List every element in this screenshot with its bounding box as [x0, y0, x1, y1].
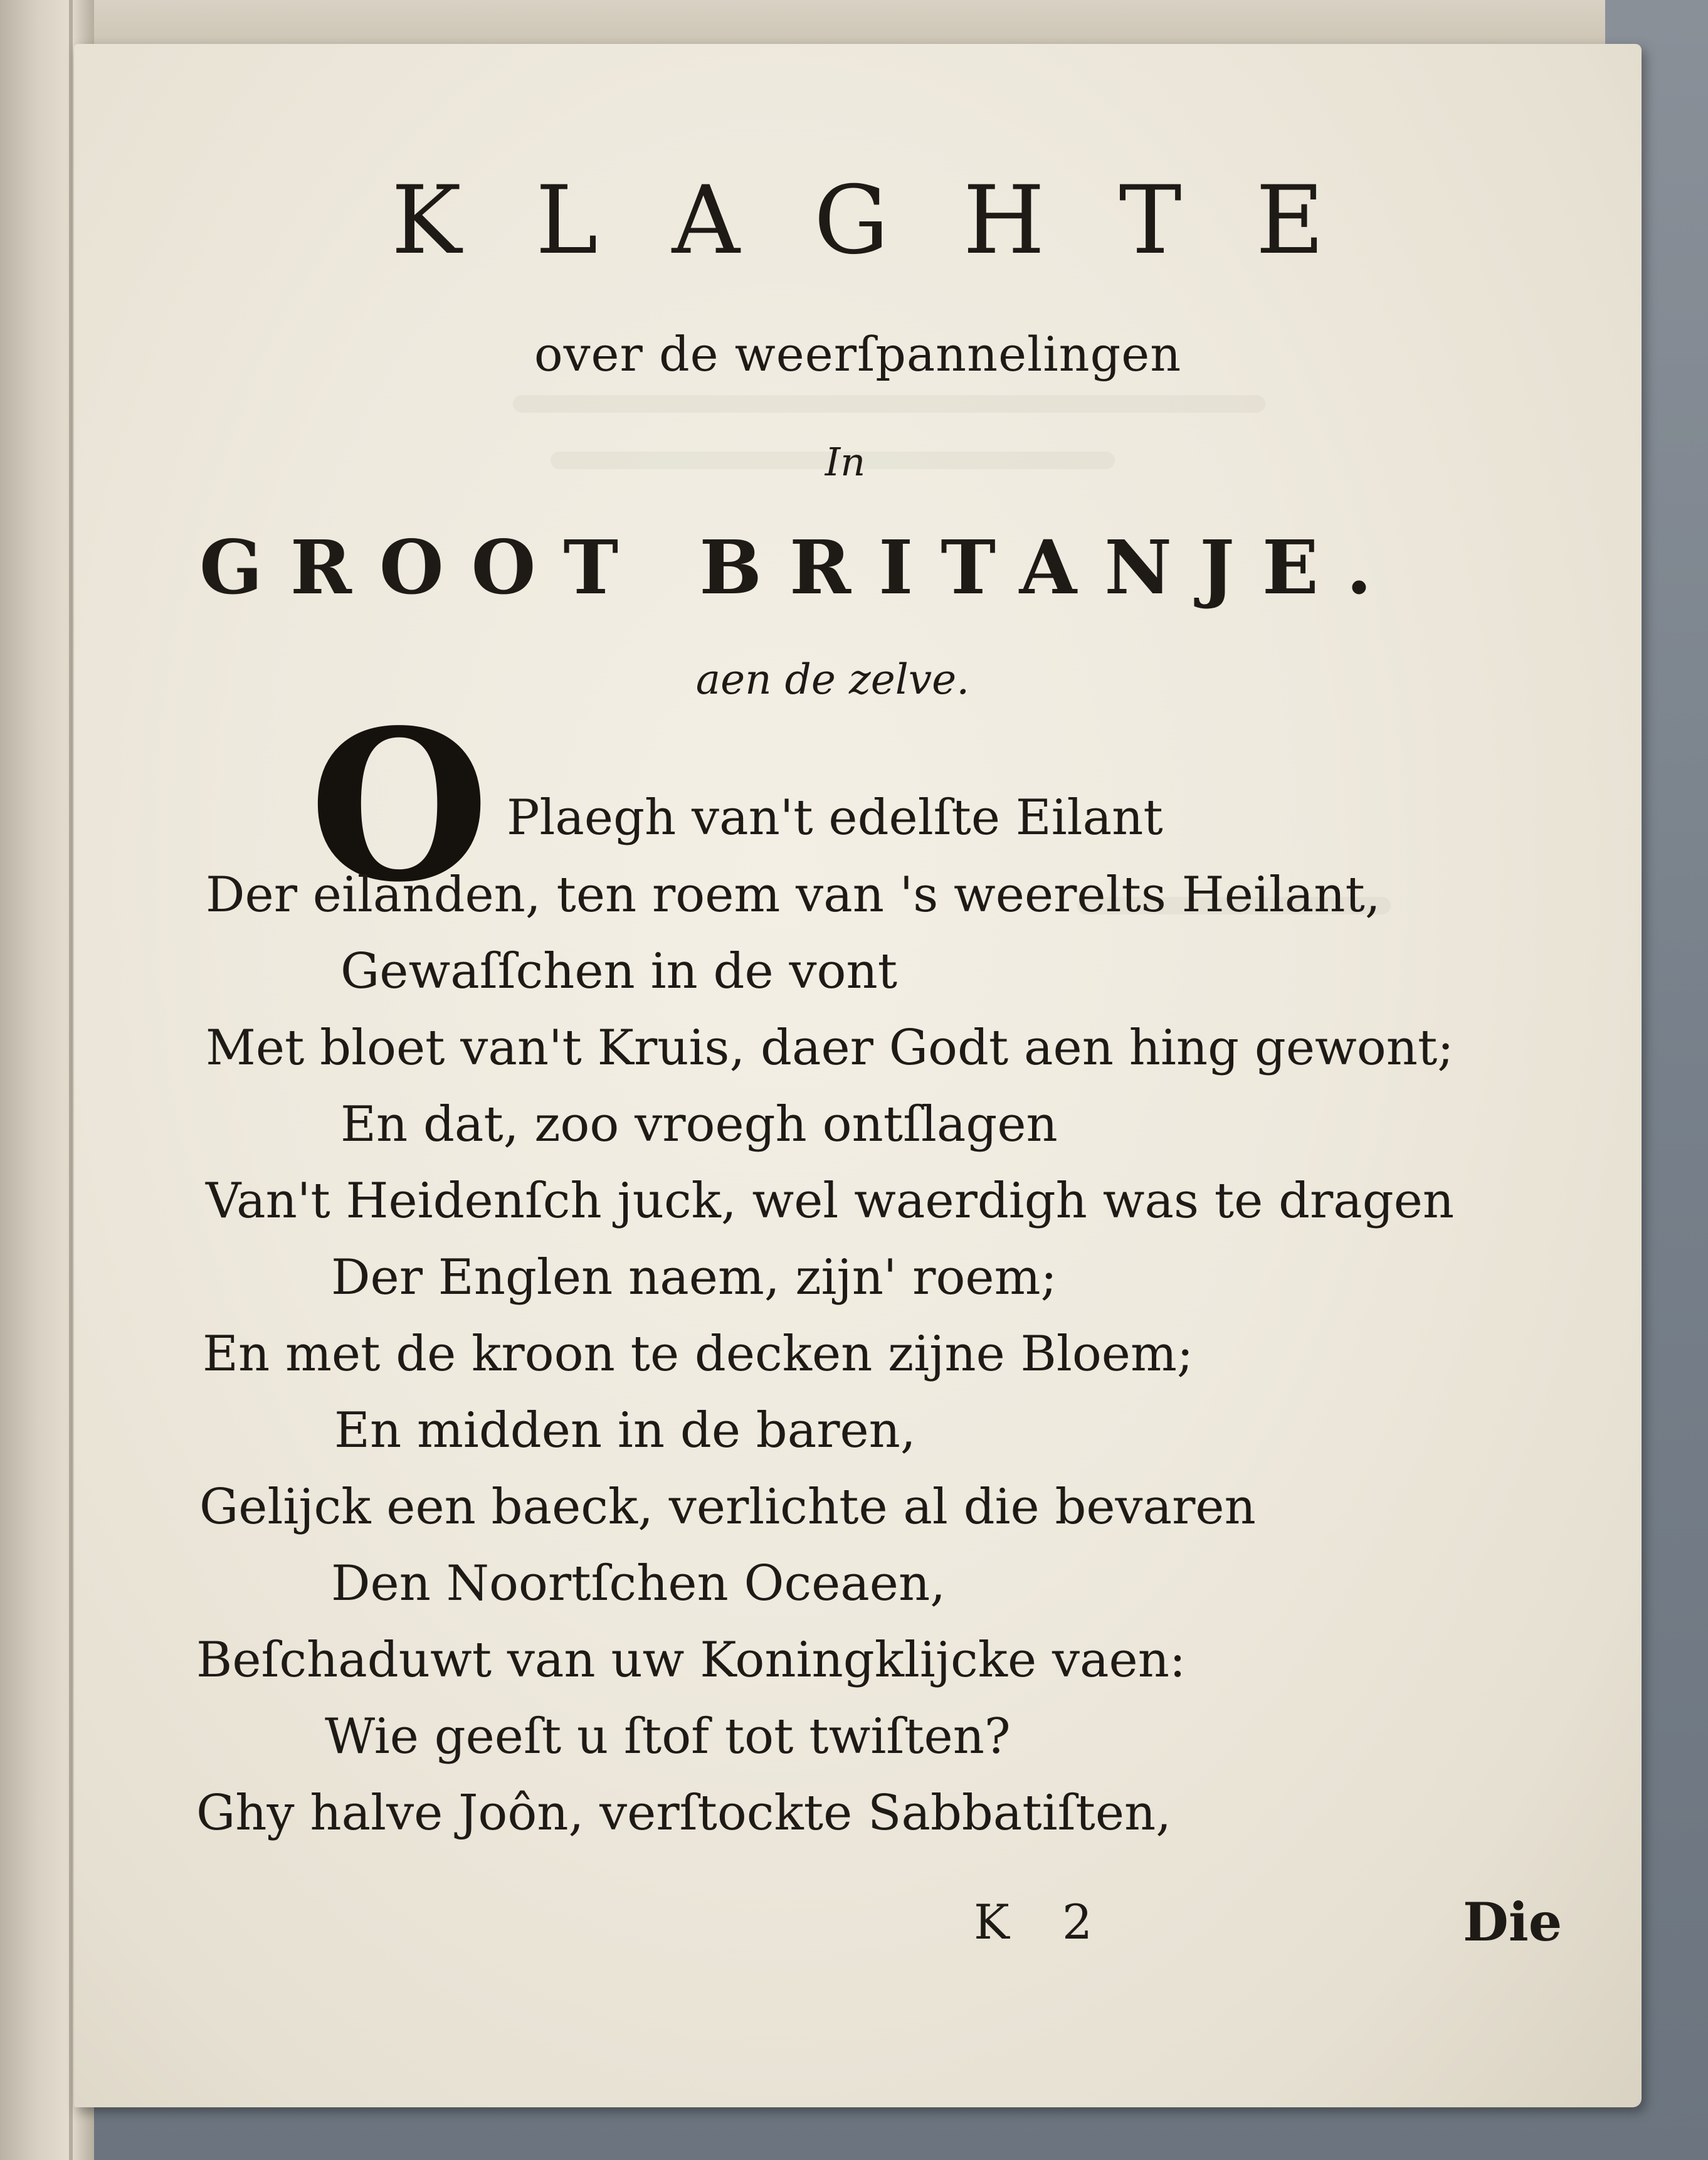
poem-subtitle: over de weerſpannelingen — [534, 326, 1182, 382]
drop-cap-initial: O — [309, 684, 490, 928]
verse-line: Met bloet van't Kruis, daer Godt aen hing gewont; — [206, 1020, 1454, 1076]
catchword: Die — [1463, 1891, 1563, 1953]
verse-line: Ghy halve Joôn, verſtockte Sabbatiſten, — [196, 1785, 1172, 1841]
verse-line: Plaegh van't edelſte Eilant — [507, 790, 1163, 846]
verse-line: Van't Heidenſch juck, wel waerdigh was te dragen — [206, 1173, 1455, 1229]
verse-line: En dat, zoo vroegh ontſlagen — [340, 1096, 1058, 1153]
verse-line: Wie geeſt u ſtof tot twiſten? — [325, 1708, 1011, 1765]
title-preposition: In — [825, 439, 866, 485]
book-page — [74, 44, 1642, 2107]
title-country: GROOT BRITANJE. — [199, 524, 1400, 611]
poem-title: KLAGHTE — [391, 166, 1399, 275]
verse-line: En midden in de baren, — [334, 1402, 916, 1459]
underlying-page — [56, 0, 1605, 50]
verse-line: En met de kroon te decken zijne Bloem; — [203, 1326, 1194, 1382]
bleed-through-mark — [513, 395, 1265, 413]
page-gutter — [69, 0, 73, 2160]
signature-mark: K 2 — [974, 1894, 1112, 1950]
verse-line: Den Noortſchen Oceaen, — [331, 1555, 946, 1612]
verse-line: Gelijck een baeck, verlichte al die bevaren — [199, 1479, 1256, 1535]
dedication-line: aen de zelve. — [695, 655, 970, 704]
verse-line: Der Englen naem, zijn' roem; — [331, 1249, 1057, 1306]
verse-line: Der eilanden, ten roem van 's weerelts Heilant, — [206, 867, 1381, 923]
verse-line: Gewaſſchen in de vont — [340, 943, 898, 1000]
verse-line: Beſchaduwt van uw Koningklijcke vaen: — [196, 1632, 1186, 1688]
